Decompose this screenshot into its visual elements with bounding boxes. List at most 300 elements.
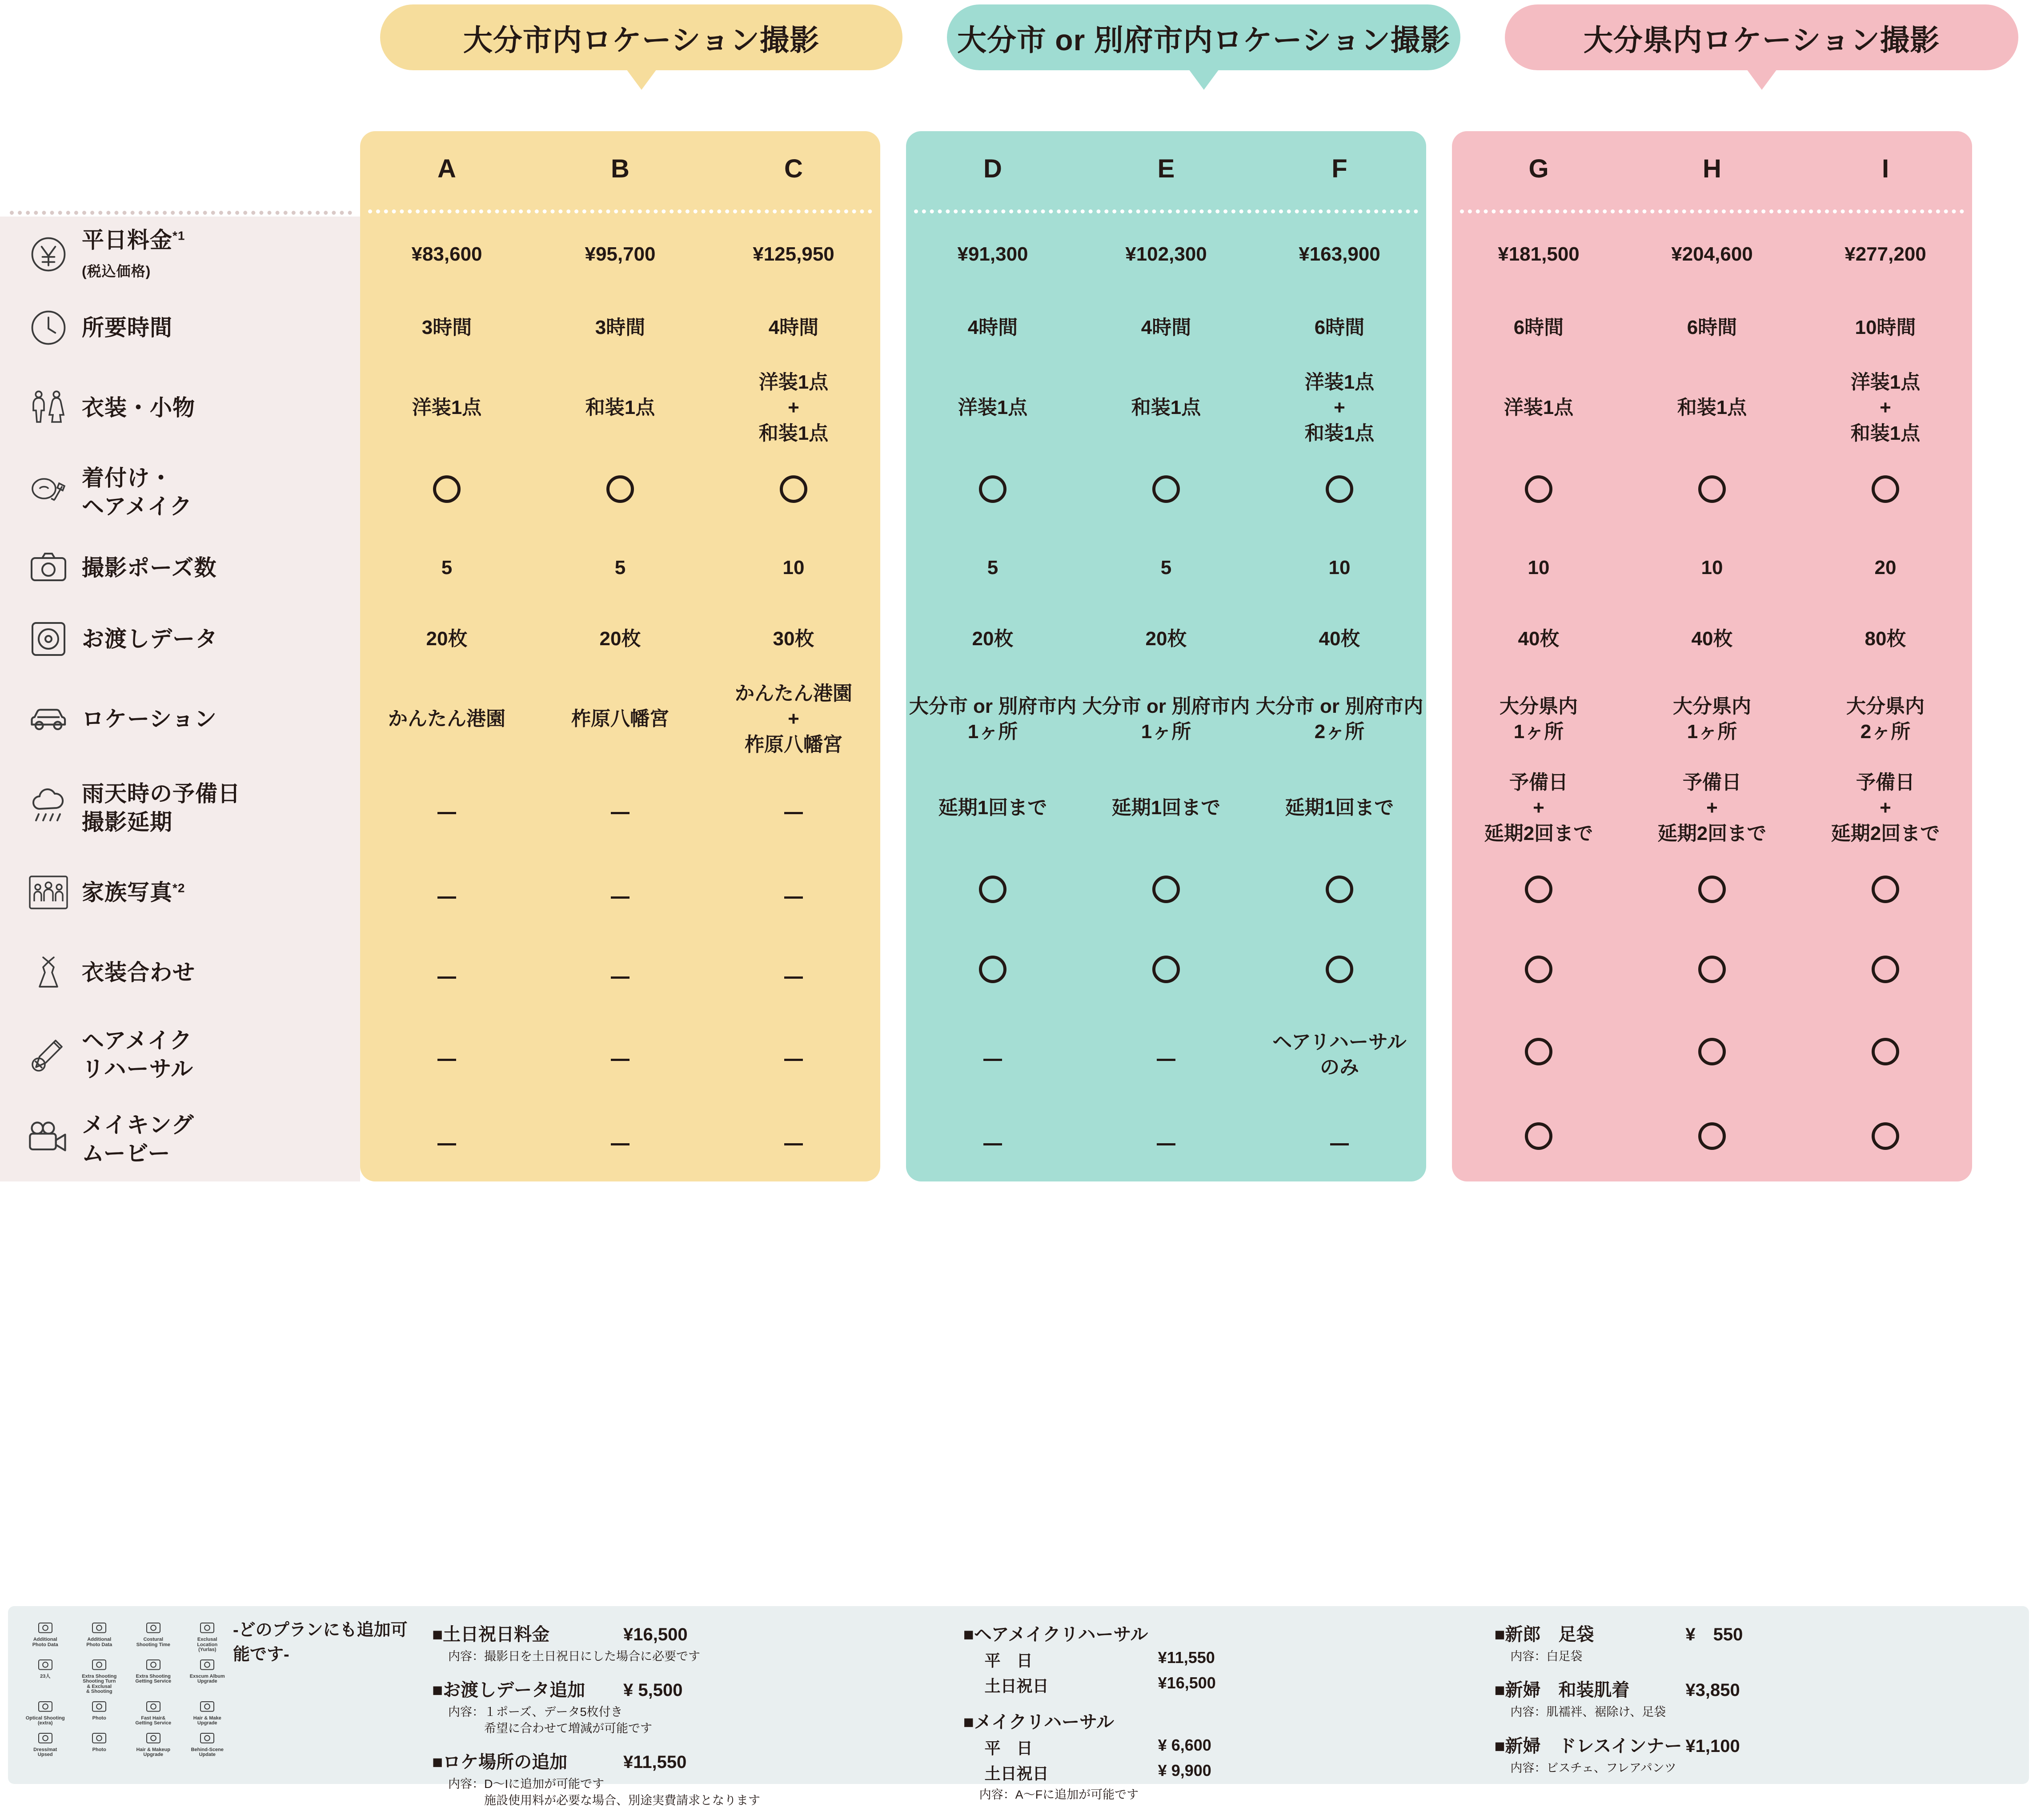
- row-group-a: [360, 1012, 880, 1097]
- footer-option-icon-4: [20, 1655, 71, 1695]
- row-group-b: [906, 1097, 1426, 1181]
- row-group-a: [360, 675, 880, 763]
- footer-option-sublabel: 平 日: [984, 1739, 1033, 1757]
- row-group-b: [906, 452, 1426, 532]
- cell-value: 5: [614, 557, 626, 579]
- footer-option-subrow: [963, 1674, 1479, 1696]
- cell-E-2: [1079, 363, 1253, 452]
- cell-A-6: [360, 675, 533, 763]
- cell-B-4: [533, 532, 707, 603]
- cell-value: 10: [1701, 557, 1723, 579]
- cell-value: [1525, 1122, 1552, 1156]
- cell-value: 大分県内 2ヶ所: [1846, 695, 1925, 743]
- cell-G-9: [1452, 932, 1625, 1012]
- cell-E-4: [1079, 532, 1253, 603]
- row-group-a: [360, 1097, 880, 1181]
- cell-value: [784, 880, 803, 905]
- group-gap: [1426, 131, 1452, 207]
- cell-H-3: [1625, 452, 1799, 532]
- cell-C-7: [707, 763, 880, 852]
- footer-option-icon-1: [74, 1619, 125, 1653]
- table-row: [0, 1097, 2037, 1181]
- row-group-a: [360, 532, 880, 603]
- camera-icon: [15, 546, 82, 589]
- footer-option-price: ¥ 550: [1685, 1625, 1743, 1644]
- cell-value: ¥91,300: [957, 243, 1028, 265]
- cell-value: 予備日 + 延期2回まで: [1831, 771, 1940, 844]
- cell-C-11: [707, 1097, 880, 1181]
- table-row: [0, 603, 2037, 675]
- dash-mark: [784, 812, 803, 814]
- dash-mark: [611, 812, 630, 814]
- hair-makeup-rehearsal-icon: [15, 1033, 82, 1076]
- row-label-text-8: 家族写真$^{*2}$: [82, 880, 185, 905]
- group-gap: [1426, 217, 1452, 292]
- plan-group-a: [360, 131, 880, 207]
- footer-option-caption-9: Photo: [92, 1715, 106, 1721]
- footer-option-item: [1494, 1676, 2009, 1720]
- row-label-8: [0, 852, 360, 932]
- circle-mark: [606, 475, 634, 503]
- cell-I-4: [1799, 532, 1972, 603]
- cell-C-2: [707, 363, 880, 452]
- cell-value: 予備日 + 延期2回まで: [1657, 771, 1767, 844]
- plan-header-I: I: [1799, 131, 1972, 207]
- footer-option-head: [432, 1620, 947, 1646]
- cell-value: ¥102,300: [1125, 243, 1207, 265]
- cell-G-3: [1452, 452, 1625, 532]
- row-label-text-10: ヘアメイク リハーサル: [82, 1028, 193, 1081]
- footer-option-name: ■ヘアメイクリハーサル: [963, 1625, 1148, 1644]
- circle-mark: [780, 475, 807, 503]
- cell-value: 20: [1874, 557, 1897, 579]
- footer-option-name: ■新婦 和装肌着: [1494, 1680, 1630, 1700]
- cell-value: [979, 956, 1006, 989]
- cell-value: [437, 795, 456, 820]
- cell-H-10: [1625, 1012, 1799, 1097]
- dash-mark: [784, 976, 803, 979]
- cell-A-3: [360, 452, 533, 532]
- cell-value: 6時間: [1314, 317, 1365, 339]
- cell-value: [611, 1126, 630, 1152]
- cell-D-2: [906, 363, 1079, 452]
- cell-value: 10: [1328, 557, 1351, 579]
- group-gap: [880, 131, 906, 207]
- circle-mark: [979, 956, 1006, 983]
- cell-G-2: [1452, 363, 1625, 452]
- footer-option-price: ¥3,850: [1685, 1680, 1740, 1700]
- cell-value: 洋装1点 + 和装1点: [1304, 371, 1375, 444]
- dash-mark: [437, 976, 456, 979]
- cell-value: [1330, 1126, 1349, 1152]
- footer-option-item: [1494, 1620, 2009, 1664]
- plan-header-C: C: [707, 131, 880, 207]
- footer-option-head: [1494, 1620, 2009, 1646]
- cell-value: [983, 1042, 1002, 1067]
- dash-mark: [784, 1143, 803, 1145]
- cell-H-9: [1625, 932, 1799, 1012]
- row-group-c: [1452, 217, 1972, 292]
- row-label-6: [0, 675, 360, 763]
- cell-F-8: [1253, 852, 1426, 932]
- cell-E-10: [1079, 1012, 1253, 1097]
- cell-B-11: [533, 1097, 707, 1181]
- row-group-a: [360, 363, 880, 452]
- plan-group-b: [906, 131, 1426, 207]
- cell-F-1: [1253, 292, 1426, 363]
- row-group-b: [906, 932, 1426, 1012]
- cell-B-3: [533, 452, 707, 532]
- costume-icon: [15, 386, 82, 429]
- footer-column-3: [1486, 1616, 2017, 1788]
- row-label-text-0: 平日料金$^{*1}$ (税込価格): [82, 228, 185, 279]
- cell-G-4: [1452, 532, 1625, 603]
- row-group-c: [1452, 1012, 1972, 1097]
- cell-E-7: [1079, 763, 1253, 852]
- separator-label-cell: [0, 207, 360, 217]
- cell-value: [1872, 876, 1899, 909]
- footer-option-item: [1494, 1732, 2009, 1776]
- cell-H-6: [1625, 675, 1799, 763]
- plan-header-B: B: [533, 131, 707, 207]
- footer-option-caption-10: Fast Hair& Getting Service: [135, 1715, 172, 1726]
- dash-mark: [611, 896, 630, 899]
- cell-value: 20枚: [1145, 628, 1187, 650]
- cell-E-0: [1079, 217, 1253, 292]
- table-row: [0, 763, 2037, 852]
- group-gap: [1426, 1097, 1452, 1181]
- cell-value: [611, 880, 630, 905]
- footer-option-name: ■メイクリハーサル: [963, 1712, 1115, 1732]
- cell-I-3: [1799, 452, 1972, 532]
- circle-mark: [1152, 475, 1180, 503]
- cell-value: ヘアリハーサル のみ: [1272, 1031, 1407, 1078]
- row-label-text-2: 衣装・小物: [82, 395, 195, 420]
- circle-mark: [979, 876, 1006, 903]
- row-group-c: [1452, 852, 1972, 932]
- table-row: [0, 932, 2037, 1012]
- circle-mark: [1152, 876, 1180, 903]
- footer-option-head: [1494, 1732, 2009, 1757]
- cell-D-8: [906, 852, 1079, 932]
- cell-A-11: [360, 1097, 533, 1181]
- row-group-b: [906, 292, 1426, 363]
- cell-value: 洋装1点 + 和装1点: [758, 371, 829, 444]
- cell-value: 10: [782, 557, 805, 579]
- circle-mark: [1698, 1122, 1726, 1150]
- group-gap: [1426, 852, 1452, 932]
- row-group-a: [360, 292, 880, 363]
- cell-value: 大分市 or 別府市内 1ヶ所: [909, 695, 1077, 743]
- table-row: [0, 852, 2037, 932]
- row-group-c: [1452, 675, 1972, 763]
- footer-option-icon-6: [128, 1655, 179, 1695]
- cell-G-7: [1452, 763, 1625, 852]
- cell-value: 延期1回まで: [1285, 797, 1394, 819]
- cell-value: ¥181,500: [1498, 243, 1580, 265]
- circle-mark: [1326, 956, 1353, 983]
- circle-mark: [1326, 475, 1353, 503]
- cell-A-1: [360, 292, 533, 363]
- row-group-b: [906, 763, 1426, 852]
- clock-icon: [15, 307, 82, 348]
- dash-mark: [437, 812, 456, 814]
- footer-option-caption-11: Hair & Make Upgrade: [193, 1715, 221, 1726]
- cell-C-0: [707, 217, 880, 292]
- cell-B-6: [533, 675, 707, 763]
- cell-A-10: [360, 1012, 533, 1097]
- cell-value: [1525, 475, 1552, 509]
- header-separator-row: [0, 207, 2037, 217]
- row-group-a: [360, 603, 880, 675]
- cell-F-7: [1253, 763, 1426, 852]
- plan-header-H: H: [1625, 131, 1799, 207]
- row-group-b: [906, 217, 1426, 292]
- cell-D-7: [906, 763, 1079, 852]
- footer-option-icon-11: [182, 1697, 233, 1726]
- cell-D-10: [906, 1012, 1079, 1097]
- footer-option-item: [432, 1620, 947, 1664]
- cell-value: [1872, 475, 1899, 509]
- table-row: [0, 363, 2037, 452]
- dash-mark: [784, 896, 803, 899]
- cell-value: 80枚: [1865, 628, 1906, 650]
- footer-option-name: ■新郎 足袋: [1494, 1625, 1594, 1644]
- group-gap: [880, 292, 906, 363]
- cell-D-0: [906, 217, 1079, 292]
- cell-value: [1698, 876, 1726, 909]
- footer-option-subprice: ¥16,500: [1158, 1674, 1216, 1692]
- cell-I-0: [1799, 217, 1972, 292]
- footer-option-item: [963, 1620, 1479, 1696]
- cell-H-11: [1625, 1097, 1799, 1181]
- circle-mark: [1152, 956, 1180, 983]
- makeup-icon: [15, 471, 82, 514]
- footer-option-desc: 内容：ビスチェ、フレアパンツ: [1510, 1761, 1676, 1775]
- circle-mark: [1872, 1038, 1899, 1065]
- separator-c: [1452, 207, 1972, 217]
- group-gap: [880, 532, 906, 603]
- cell-value: [1872, 1122, 1899, 1156]
- separator-a: [360, 207, 880, 217]
- row-group-b: [906, 675, 1426, 763]
- footer-option-caption-14: Hair & Makeup Upgrade: [136, 1747, 170, 1758]
- row-group-c: [1452, 1097, 1972, 1181]
- group-gap: [880, 932, 906, 1012]
- cell-I-2: [1799, 363, 1972, 452]
- plan-header-F: F: [1253, 131, 1426, 207]
- cell-C-1: [707, 292, 880, 363]
- cell-C-3: [707, 452, 880, 532]
- footer-note: -どのプランにも追加可能です-: [233, 1621, 408, 1664]
- footer-icon-grid: [20, 1616, 233, 1758]
- group-gap: [880, 763, 906, 852]
- cell-F-3: [1253, 452, 1426, 532]
- footer-option-icon-3: [182, 1619, 233, 1653]
- table-header-row: [0, 131, 2037, 207]
- circle-mark: [1525, 1038, 1552, 1065]
- dash-mark: [1157, 1059, 1175, 1061]
- cell-I-7: [1799, 763, 1972, 852]
- cell-G-10: [1452, 1012, 1625, 1097]
- group-header-bubbles: [0, 4, 2037, 98]
- row-label-7: [0, 763, 360, 852]
- circle-mark: [1525, 956, 1552, 983]
- dash-mark: [437, 1143, 456, 1145]
- footer-option-item: [963, 1708, 1479, 1803]
- cell-value: 予備日 + 延期2回まで: [1484, 771, 1593, 844]
- cell-G-1: [1452, 292, 1625, 363]
- cell-C-10: [707, 1012, 880, 1097]
- group-gap: [1426, 207, 1452, 217]
- dash-mark: [611, 1059, 630, 1061]
- yen-coin-icon: [15, 234, 82, 275]
- footer-option-icon-13: [74, 1729, 125, 1758]
- cell-value: [611, 1042, 630, 1067]
- cell-B-0: [533, 217, 707, 292]
- footer-option-caption-0: Additional Photo Data: [32, 1637, 58, 1647]
- dash-mark: [1330, 1143, 1349, 1145]
- cell-value: 5: [441, 557, 453, 579]
- cell-G-8: [1452, 852, 1625, 932]
- cell-value: [1872, 956, 1899, 989]
- bubble-tail-b: [1189, 69, 1219, 90]
- cell-value: 大分市 or 別府市内 1ヶ所: [1082, 695, 1250, 743]
- group-gap: [880, 675, 906, 763]
- cell-D-5: [906, 603, 1079, 675]
- plan-header-A: A: [360, 131, 533, 207]
- row-group-b: [906, 532, 1426, 603]
- table-row: [0, 1012, 2037, 1097]
- footer-option-subprice: ¥ 9,900: [1158, 1761, 1211, 1780]
- cell-value: [1152, 956, 1180, 989]
- row-label-3: [0, 452, 360, 532]
- table-row: [0, 675, 2037, 763]
- cell-E-8: [1079, 852, 1253, 932]
- cell-D-4: [906, 532, 1079, 603]
- cell-value: 20枚: [426, 628, 468, 650]
- cell-value: かんたん港園 + 柞原八幡宮: [735, 683, 852, 755]
- group-gap: [880, 603, 906, 675]
- plan-header-D: D: [906, 131, 1079, 207]
- cell-G-11: [1452, 1097, 1625, 1181]
- row-label-0: [0, 217, 360, 292]
- footer-option-subrow: [963, 1761, 1479, 1784]
- cell-value: [979, 475, 1006, 509]
- footer-option-item: [432, 1676, 947, 1736]
- dash-mark: [611, 976, 630, 979]
- footer-option-caption-8: Optical Shooting (extra): [25, 1715, 65, 1726]
- cell-value: [606, 475, 634, 509]
- cell-E-1: [1079, 292, 1253, 363]
- cell-value: 10: [1528, 557, 1550, 579]
- footer-option-price: ¥1,100: [1685, 1736, 1740, 1756]
- cell-value: 和装1点: [585, 397, 655, 419]
- group-gap: [1426, 763, 1452, 852]
- footer-option-sublabel: 平 日: [984, 1651, 1033, 1670]
- group-gap: [1426, 532, 1452, 603]
- footer-option-caption-2: Costural Shooting Time: [136, 1637, 170, 1647]
- circle-mark: [1525, 876, 1552, 903]
- cell-E-9: [1079, 932, 1253, 1012]
- footer-option-desc: 内容：D～Iに追加が可能です 施設使用料が必要な場合、別途実費請求となります: [448, 1777, 760, 1807]
- cell-G-0: [1452, 217, 1625, 292]
- table-row: [0, 292, 2037, 363]
- cell-F-6: [1253, 675, 1426, 763]
- cell-H-8: [1625, 852, 1799, 932]
- group-gap: [880, 1097, 906, 1181]
- cell-value: [1698, 1122, 1726, 1156]
- bubble-tail-a: [626, 69, 657, 90]
- circle-mark: [1698, 1038, 1726, 1065]
- row-label-text-6: ロケーション: [82, 707, 217, 731]
- cell-value: 延期1回まで: [938, 797, 1047, 819]
- circle-mark: [433, 475, 461, 503]
- cell-F-2: [1253, 363, 1426, 452]
- footer-column-2: [955, 1616, 1487, 1814]
- dash-mark: [1157, 1143, 1175, 1145]
- cell-value: [1525, 956, 1552, 989]
- footer-option-icon-15: [182, 1729, 233, 1758]
- row-label-text-1: 所要時間: [82, 315, 172, 340]
- dress-fitting-icon: [15, 951, 82, 994]
- row-group-b: [906, 363, 1426, 452]
- cell-value: 20枚: [599, 628, 641, 650]
- family-icon: [15, 871, 82, 914]
- cell-value: ¥95,700: [585, 243, 656, 265]
- dash-mark: [611, 1143, 630, 1145]
- cell-value: 洋装1点: [412, 397, 482, 419]
- cell-value: 柞原八幡宮: [571, 708, 669, 730]
- cell-value: [611, 960, 630, 985]
- group-title-text-c: 大分県内ロケーション撮影: [1583, 23, 1940, 56]
- cell-value: [1326, 956, 1353, 989]
- circle-mark: [1525, 475, 1552, 503]
- footer-option-price: ¥16,500: [623, 1625, 688, 1644]
- row-group-b: [906, 1012, 1426, 1097]
- cell-value: [437, 1126, 456, 1152]
- group-gap: [880, 852, 906, 932]
- footer-option-head: [1494, 1676, 2009, 1701]
- cell-I-8: [1799, 852, 1972, 932]
- dash-mark: [784, 1059, 803, 1061]
- cell-C-5: [707, 603, 880, 675]
- plan-group-c: [1452, 131, 1972, 207]
- circle-mark: [1326, 876, 1353, 903]
- cell-A-8: [360, 852, 533, 932]
- rain-cloud-icon: [15, 787, 82, 829]
- row-group-c: [1452, 292, 1972, 363]
- cell-C-6: [707, 675, 880, 763]
- cell-value: 5: [1160, 557, 1172, 579]
- group-gap: [1426, 292, 1452, 363]
- cell-H-0: [1625, 217, 1799, 292]
- row-group-a: [360, 763, 880, 852]
- cell-I-9: [1799, 932, 1972, 1012]
- footer-option-icon-9: [74, 1697, 125, 1726]
- cell-D-9: [906, 932, 1079, 1012]
- cell-B-1: [533, 292, 707, 363]
- footer-option-caption-3: Exclusal Location (Yurlas): [197, 1637, 218, 1653]
- group-gap: [1426, 1012, 1452, 1097]
- cell-C-4: [707, 532, 880, 603]
- cell-value: [1698, 475, 1726, 509]
- cell-value: かんたん港園: [388, 708, 505, 730]
- cell-A-0: [360, 217, 533, 292]
- footer-option-sublabel: 土日祝日: [984, 1764, 1049, 1783]
- movie-camera-icon: [15, 1117, 82, 1161]
- cell-value: [1326, 876, 1353, 909]
